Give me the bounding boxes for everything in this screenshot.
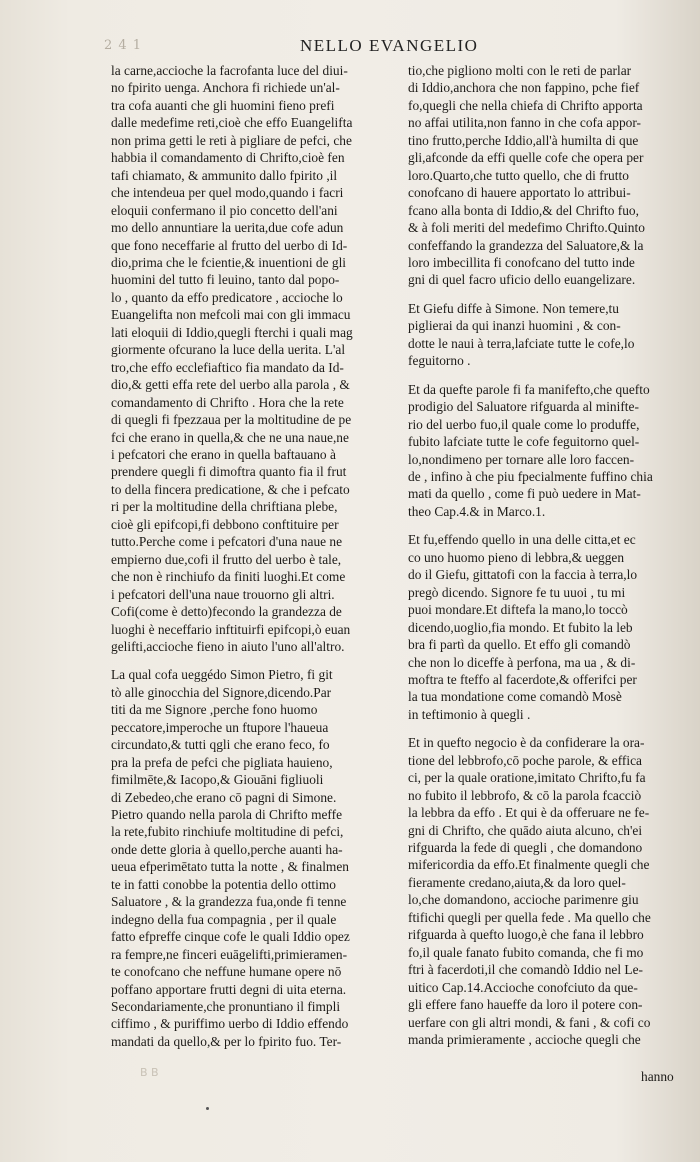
running-title: NELLO EVANGELIO: [300, 36, 479, 55]
text-line: non prima getti le reti à pigliare de pefci, che: [111, 132, 352, 148]
text-line: poffano apportare frutti degni di uita eterna.: [111, 981, 347, 997]
text-line: fieramente credano,aiuta,& da loro quel-: [408, 874, 626, 890]
text-line: ueua efperimētato tutta la notte , & finalmen: [111, 859, 349, 875]
text-line: tò alle ginocchia del Signore,dicendo.Par: [111, 684, 332, 700]
text-line: ftifichi quegli per quella fede . Ma quello che: [408, 909, 651, 925]
text-line: in teftimonio à quegli .: [408, 706, 531, 722]
text-line: Euangelifta non mefcoli mai con gli immacu: [111, 307, 351, 323]
text-line: feguitorno .: [408, 353, 471, 369]
page-number: 2 4 1: [104, 38, 143, 53]
text-line: dalle medefime reti,cioè che effo Euangelifta: [111, 115, 353, 131]
text-line: Saluatore , & la grandezza fua,onde fi tenne: [111, 894, 347, 910]
text-line: puoi mondare.Et diftefa la mano,lo toccò: [408, 602, 628, 618]
text-line: Et fu,effendo quello in una delle citta,et ec: [408, 532, 636, 548]
text-line: Pietro quando nella parola di Chrifto meffe: [111, 807, 343, 823]
text-line: tione del lebbrofo,cō poche parole, & effica: [408, 752, 642, 768]
text-line: huomini del tutto fi leuino, tanto dal popo-: [111, 272, 340, 288]
text-line: eloquii confermano il pio concetto dell'ani: [111, 202, 338, 218]
text-line: mati da quello , come fi può uedere in Mat-: [408, 486, 641, 502]
text-line: la tua mondatione come comandò Mosè: [408, 689, 622, 705]
text-line: prodigio del Saluatore rifguarda al minifte-: [408, 399, 639, 415]
paragraph: [111, 62, 397, 655]
text-line: rio del uerbo fuo,il quale come lo produffe,: [408, 416, 640, 432]
text-line: Et Giefu diffe à Simone. Non temere,tu: [408, 300, 619, 316]
text-line: di Zebedeo,che erano cō pagni di Simone.: [111, 789, 337, 805]
text-line: fo,il quale fanato fubito comanda, che fi mo: [408, 944, 644, 960]
text-line: Et in quefto negocio è da confiderare la ora-: [408, 735, 645, 751]
text-line: La qual cofa ueggédo Simon Pietro, fi git: [111, 667, 333, 683]
text-line: gni di Chrifto, che quādo aiuta alcuno, ch'ei: [408, 822, 643, 838]
text-line: fo,quegli che nella chiefa di Chrifto apporta: [408, 97, 643, 113]
text-line: gni di quel facro uficio dello euangelizare.: [408, 272, 636, 288]
text-line: conofcano di hauere apportato lo attribui-: [408, 185, 631, 201]
text-line: & à foli meriti del medefimo Chrifto.Quinto: [408, 220, 645, 236]
text-line: que fono neceffarie al frutto del uerbo di Id-: [111, 237, 348, 253]
text-line: la lebbra da effo . Et qui è da offeruare ne fe-: [408, 805, 650, 821]
text-line: che non è rinchiufo da finiti luoghi.Et come: [111, 569, 346, 585]
text-line: i pefcatori dell'una naue trouorno gli altri.: [111, 586, 335, 602]
text-line: uerfare con gli altri mondi, & fani , & cofi co: [408, 1014, 651, 1030]
paragraph: [111, 666, 397, 1050]
ink-speck: [206, 1107, 209, 1110]
text-line: rifguarda à quefto luogo,è che fana il lebbro: [408, 927, 644, 943]
text-line: de , infino à che piu fpecialmente fuffino chia: [408, 468, 653, 484]
text-line: lo,che domandono, accioche parimenre giu: [408, 892, 639, 908]
text-line: peccatore,imperoche un ftupore l'haueua: [111, 719, 329, 735]
text-line: manda primieramente , accioche quegli che: [408, 1032, 641, 1048]
text-line: tro,che effo ecclefiaftico fia mandato da Id-: [111, 359, 344, 375]
text-line: gli,afconde da effi quelle cofe che opera per: [408, 150, 644, 166]
text-line: piglierai da qui inanzi huomini , & con-: [408, 318, 621, 334]
text-line: la rete,fubito rinchiufe moltitudine di pefci,: [111, 824, 344, 840]
text-line: fcano alla bonta di Iddio,& del Chrifto fuo,: [408, 202, 639, 218]
text-line: no fpirito uenga. Anchora fi richiede un'al-: [111, 80, 340, 96]
text-line: pra la prefa de pefci che pigliata hauieno,: [111, 754, 333, 770]
text-line: dio,prima che le fcientie,& inuentioni de gli: [111, 254, 347, 270]
text-line: onde dette gloria à quello,perche auanti ha-: [111, 841, 343, 857]
text-line: la carne,accioche la facrofanta luce del diui-: [111, 63, 348, 78]
text-line: habbia il comandamento di Chrifto,cioè fen: [111, 150, 345, 166]
right-column: [408, 62, 683, 1059]
paragraph: [408, 381, 683, 521]
text-line: mo dello annuntiare la uerita,due cofe adun: [111, 220, 344, 236]
text-line: che intendeua per quel modo,quando i facri: [111, 185, 344, 201]
text-line: ftri à facerdoti,il che comandò Iddio nel Le-: [408, 962, 643, 978]
paragraph: [408, 300, 683, 370]
text-line: to della fincera predicatione, & che i pefcato: [111, 481, 350, 497]
text-line: ciffimo , & puriffimo uerbo di Iddio effendo: [111, 1016, 349, 1032]
text-line: fubito lafciate tutte le cofe feguitorno quel-: [408, 434, 640, 450]
text-line: dotte le naui à terra,lafciate tutte le cofe,lo: [408, 335, 635, 351]
paragraph: [408, 531, 683, 723]
paragraph: [408, 62, 683, 289]
text-line: fci che erano in quella,& che ne una naue,ne: [111, 429, 349, 445]
text-line: pregò dicendo. Signore fe tu uuoi , tu mi: [408, 584, 626, 600]
text-line: loro.Quarto,che tutto quello, che di frutto: [408, 167, 629, 183]
text-line: rifguarda la fede di quegli , che domandono: [408, 840, 643, 856]
left-column: [111, 62, 397, 1061]
text-line: mandati da quello,& per lo fpirito fuo. Ter-: [111, 1033, 342, 1049]
text-line: titi da me Signore ,perche fono huomo: [111, 702, 318, 718]
text-line: di quegli fi fpezzaua per la moltitudine de pe: [111, 412, 352, 428]
text-line: loro imbecillita fi conofcano del tutto inde: [408, 254, 635, 270]
text-line: indegno della fua compagnia , per il quale: [111, 911, 337, 927]
text-line: cioè gli epifcopi,fi debbono conftituire per: [111, 516, 339, 532]
text-line: confeffando la grandezza del Saluatore,& la: [408, 237, 644, 253]
text-line: giormente ofcurano la luce della uerita. L'al: [111, 342, 346, 358]
text-line: tra cofa auanti che gli huomini fieno prefi: [111, 97, 335, 113]
text-line: tino frutto,perche Iddio,all'à humilta di que: [408, 132, 639, 148]
text-line: no fubito il lebbrofo, & cō la parola fcacciò: [408, 787, 642, 803]
text-line: co uno huomo pieno di lebbra,& ueggen: [408, 549, 625, 565]
text-line: tutto.Perche come i pefcatori d'una naue ne: [111, 534, 343, 550]
text-line: Cofi(come è detto)fecondo la grandezza de: [111, 604, 342, 620]
text-line: prendere quegli fi dimoftra quanto fia il frut: [111, 464, 347, 480]
text-line: dio,& getti effa rete del uerbo alla parola , &: [111, 377, 350, 393]
text-line: ra fempre,ne finceri euāgelifti,primieramen-: [111, 946, 348, 962]
text-line: empierno due,cofi il frutto del uerbo è tale,: [111, 551, 342, 567]
text-line: lo,nondimeno per tornare alle loro faccen-: [408, 451, 635, 467]
text-line: bra fi partì da quello. Et effo gli comandò: [408, 637, 631, 653]
text-line: circundato,& tutti qgli che erano feco, fo: [111, 737, 330, 753]
paragraph: [408, 734, 683, 1048]
catchword: hanno: [641, 1069, 674, 1084]
text-line: no affai utilita,non fanno in che cofa appor-: [408, 115, 641, 131]
text-line: fimilmēte,& Iacopo,& Giouāni figliuoli: [111, 772, 324, 788]
text-line: comandamento di Chrifto . Hora che la rete: [111, 394, 344, 410]
text-line: fatto efpreffe cinque cofe le quali Iddio opez: [111, 929, 350, 945]
text-line: mifericordia da effo.Et finalmente quegli che: [408, 857, 650, 873]
text-line: ri per la moltitudine della chriftiana plebe,: [111, 499, 338, 515]
text-line: lo , quanto da effo predicatore , accioche lo: [111, 289, 343, 305]
text-line: te conofcano che neffune humane opere nō: [111, 964, 342, 980]
text-line: che non lo diceffe à perfona, ma ua , & di-: [408, 654, 636, 670]
text-line: i pefcatori che erano in quella baftauano à: [111, 446, 336, 462]
text-line: di Iddio,anchora che non fappino, pche fief: [408, 80, 640, 96]
text-line: dicendo,uoglio,fia mondo. Et fubito la leb: [408, 619, 633, 635]
text-line: uitico Cap.14.Accioche conofciuto da que-: [408, 979, 638, 995]
text-line: Secondariamente,che pronuntiano il fimpli: [111, 999, 341, 1015]
text-line: do il Giefu, gittatofi con la faccia à terra,lo: [408, 567, 638, 583]
text-line: Et da quefte parole fi fa manifefto,che quefto: [408, 381, 650, 397]
text-line: theo Cap.4.& in Marco.1.: [408, 503, 546, 519]
text-line: lati eloquii di Iddio,quegli fterchi i quali mag: [111, 324, 353, 340]
text-line: gelifti,accioche fieno in aiuto l'uno all'altro.: [111, 638, 345, 654]
text-line: moftra te fteffo al facerdote,& offerifci per: [408, 671, 637, 687]
text-line: ci, per la quale oratione,imitato Chrifto,fu fa: [408, 770, 646, 786]
text-line: gli effere fano haueffe da loro il potere con-: [408, 997, 643, 1013]
text-line: tafi chiamato, & ammunito dallo fpirito ,il: [111, 167, 338, 183]
signature-mark: B B: [140, 1066, 159, 1079]
text-line: te in fatti conobbe la potentia dello ottimo: [111, 876, 336, 892]
text-line: luoghi è neceffario inftituirfi epifcopi,ò euan: [111, 621, 351, 637]
text-line: tio,che pigliono molti con le reti de parlar: [408, 63, 632, 78]
